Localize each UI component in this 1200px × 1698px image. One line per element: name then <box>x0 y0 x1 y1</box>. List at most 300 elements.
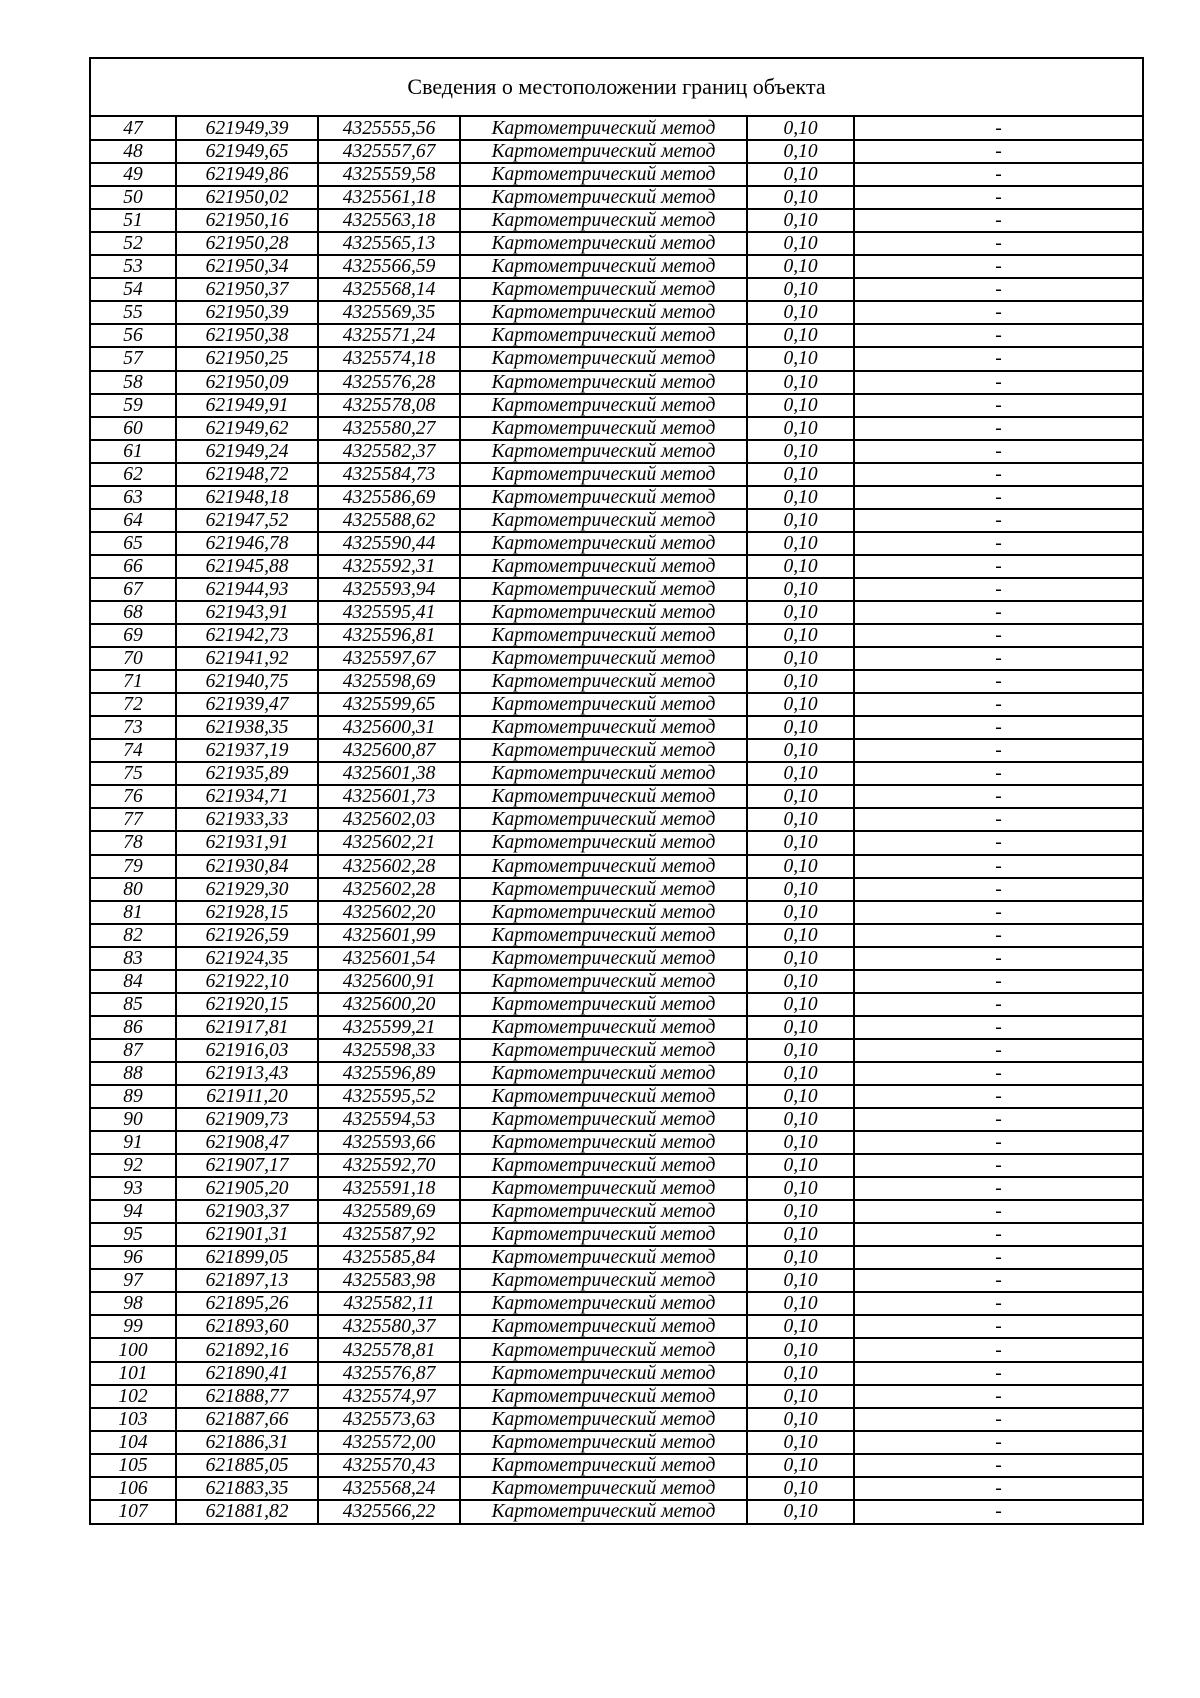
point-number-cell: 82 <box>91 924 176 947</box>
accuracy-cell: 0,10 <box>747 532 854 555</box>
accuracy-cell: 0,10 <box>747 1500 854 1523</box>
method-cell: Картометрический метод <box>460 993 747 1016</box>
description-cell: - <box>854 647 1142 670</box>
description-cell: - <box>854 1338 1142 1361</box>
y-coordinate-cell: 4325569,35 <box>318 301 460 324</box>
accuracy-cell: 0,10 <box>747 993 854 1016</box>
table-row <box>91 1223 1142 1246</box>
accuracy-cell: 0,10 <box>747 924 854 947</box>
table-row <box>91 347 1142 370</box>
description-cell: - <box>854 739 1142 762</box>
y-coordinate-cell: 4325593,94 <box>318 578 460 601</box>
point-number-cell: 78 <box>91 831 176 854</box>
method-cell: Картометрический метод <box>460 371 747 394</box>
point-number-cell: 95 <box>91 1223 176 1246</box>
accuracy-cell: 0,10 <box>747 808 854 831</box>
point-number-cell: 55 <box>91 301 176 324</box>
point-number-cell: 88 <box>91 1062 176 1085</box>
x-coordinate-cell: 621950,09 <box>176 371 318 394</box>
description-cell: - <box>854 1154 1142 1177</box>
x-coordinate-cell: 621887,66 <box>176 1408 318 1431</box>
table-row <box>91 324 1142 347</box>
x-coordinate-cell: 621913,43 <box>176 1062 318 1085</box>
method-cell: Картометрический метод <box>460 509 747 532</box>
y-coordinate-cell: 4325566,59 <box>318 255 460 278</box>
x-coordinate-cell: 621931,91 <box>176 831 318 854</box>
point-number-cell: 106 <box>91 1477 176 1500</box>
point-number-cell: 62 <box>91 463 176 486</box>
y-coordinate-cell: 4325572,00 <box>318 1431 460 1454</box>
y-coordinate-cell: 4325571,24 <box>318 324 460 347</box>
x-coordinate-cell: 621916,03 <box>176 1039 318 1062</box>
method-cell: Картометрический метод <box>460 785 747 808</box>
table-row <box>91 1016 1142 1039</box>
method-cell: Картометрический метод <box>460 901 747 924</box>
description-cell: - <box>854 371 1142 394</box>
table-row <box>91 1177 1142 1200</box>
table-row <box>91 509 1142 532</box>
description-cell: - <box>854 209 1142 232</box>
table-row <box>91 440 1142 463</box>
table-row <box>91 1154 1142 1177</box>
x-coordinate-cell: 621881,82 <box>176 1500 318 1523</box>
coordinates-table-body <box>91 117 1142 1523</box>
accuracy-cell: 0,10 <box>747 901 854 924</box>
y-coordinate-cell: 4325588,62 <box>318 509 460 532</box>
x-coordinate-cell: 621935,89 <box>176 762 318 785</box>
method-cell: Картометрический метод <box>460 624 747 647</box>
description-cell: - <box>854 417 1142 440</box>
method-cell: Картометрический метод <box>460 278 747 301</box>
point-number-cell: 68 <box>91 601 176 624</box>
method-cell: Картометрический метод <box>460 394 747 417</box>
description-cell: - <box>854 440 1142 463</box>
x-coordinate-cell: 621940,75 <box>176 670 318 693</box>
accuracy-cell: 0,10 <box>747 486 854 509</box>
accuracy-cell: 0,10 <box>747 1315 854 1338</box>
description-cell: - <box>854 1039 1142 1062</box>
accuracy-cell: 0,10 <box>747 509 854 532</box>
method-cell: Картометрический метод <box>460 1246 747 1269</box>
point-number-cell: 94 <box>91 1200 176 1223</box>
method-cell: Картометрический метод <box>460 186 747 209</box>
x-coordinate-cell: 621950,28 <box>176 232 318 255</box>
method-cell: Картометрический метод <box>460 808 747 831</box>
y-coordinate-cell: 4325592,70 <box>318 1154 460 1177</box>
accuracy-cell: 0,10 <box>747 716 854 739</box>
x-coordinate-cell: 621944,93 <box>176 578 318 601</box>
description-cell: - <box>854 1454 1142 1477</box>
method-cell: Картометрический метод <box>460 1085 747 1108</box>
x-coordinate-cell: 621905,20 <box>176 1177 318 1200</box>
accuracy-cell: 0,10 <box>747 601 854 624</box>
description-cell: - <box>854 624 1142 647</box>
method-cell: Картометрический метод <box>460 324 747 347</box>
point-number-cell: 48 <box>91 140 176 163</box>
table-row <box>91 1085 1142 1108</box>
x-coordinate-cell: 621950,02 <box>176 186 318 209</box>
description-cell: - <box>854 1315 1142 1338</box>
method-cell: Картометрический метод <box>460 301 747 324</box>
x-coordinate-cell: 621938,35 <box>176 716 318 739</box>
point-number-cell: 97 <box>91 1269 176 1292</box>
method-cell: Картометрический метод <box>460 1131 747 1154</box>
coordinates-table <box>91 117 1142 1523</box>
point-number-cell: 103 <box>91 1408 176 1431</box>
x-coordinate-cell: 621926,59 <box>176 924 318 947</box>
y-coordinate-cell: 4325600,91 <box>318 970 460 993</box>
x-coordinate-cell: 621883,35 <box>176 1477 318 1500</box>
description-cell: - <box>854 301 1142 324</box>
y-coordinate-cell: 4325594,53 <box>318 1108 460 1131</box>
description-cell: - <box>854 993 1142 1016</box>
description-cell: - <box>854 1477 1142 1500</box>
point-number-cell: 98 <box>91 1292 176 1315</box>
description-cell: - <box>854 347 1142 370</box>
x-coordinate-cell: 621948,18 <box>176 486 318 509</box>
point-number-cell: 74 <box>91 739 176 762</box>
point-number-cell: 84 <box>91 970 176 993</box>
description-cell: - <box>854 1177 1142 1200</box>
x-coordinate-cell: 621895,26 <box>176 1292 318 1315</box>
accuracy-cell: 0,10 <box>747 1454 854 1477</box>
description-cell: - <box>854 901 1142 924</box>
description-cell: - <box>854 117 1142 140</box>
method-cell: Картометрический метод <box>460 1431 747 1454</box>
table-row <box>91 1362 1142 1385</box>
accuracy-cell: 0,10 <box>747 693 854 716</box>
point-number-cell: 85 <box>91 993 176 1016</box>
point-number-cell: 52 <box>91 232 176 255</box>
method-cell: Картометрический метод <box>460 1338 747 1361</box>
table-row <box>91 578 1142 601</box>
y-coordinate-cell: 4325574,97 <box>318 1385 460 1408</box>
x-coordinate-cell: 621903,37 <box>176 1200 318 1223</box>
accuracy-cell: 0,10 <box>747 440 854 463</box>
table-row <box>91 371 1142 394</box>
table-row <box>91 1385 1142 1408</box>
point-number-cell: 89 <box>91 1085 176 1108</box>
x-coordinate-cell: 621950,38 <box>176 324 318 347</box>
x-coordinate-cell: 621949,65 <box>176 140 318 163</box>
y-coordinate-cell: 4325573,63 <box>318 1408 460 1431</box>
y-coordinate-cell: 4325563,18 <box>318 209 460 232</box>
description-cell: - <box>854 970 1142 993</box>
point-number-cell: 100 <box>91 1338 176 1361</box>
point-number-cell: 102 <box>91 1385 176 1408</box>
x-coordinate-cell: 621890,41 <box>176 1362 318 1385</box>
accuracy-cell: 0,10 <box>747 831 854 854</box>
accuracy-cell: 0,10 <box>747 1292 854 1315</box>
table-row <box>91 301 1142 324</box>
accuracy-cell: 0,10 <box>747 878 854 901</box>
table-row <box>91 255 1142 278</box>
method-cell: Картометрический метод <box>460 232 747 255</box>
description-cell: - <box>854 601 1142 624</box>
method-cell: Картометрический метод <box>460 739 747 762</box>
accuracy-cell: 0,10 <box>747 163 854 186</box>
y-coordinate-cell: 4325599,21 <box>318 1016 460 1039</box>
accuracy-cell: 0,10 <box>747 1431 854 1454</box>
y-coordinate-cell: 4325583,98 <box>318 1269 460 1292</box>
x-coordinate-cell: 621892,16 <box>176 1338 318 1361</box>
x-coordinate-cell: 621888,77 <box>176 1385 318 1408</box>
point-number-cell: 73 <box>91 716 176 739</box>
point-number-cell: 58 <box>91 371 176 394</box>
table-row <box>91 140 1142 163</box>
y-coordinate-cell: 4325566,22 <box>318 1500 460 1523</box>
method-cell: Картометрический метод <box>460 1016 747 1039</box>
description-cell: - <box>854 693 1142 716</box>
y-coordinate-cell: 4325570,43 <box>318 1454 460 1477</box>
point-number-cell: 77 <box>91 808 176 831</box>
accuracy-cell: 0,10 <box>747 1246 854 1269</box>
x-coordinate-cell: 621950,16 <box>176 209 318 232</box>
accuracy-cell: 0,10 <box>747 209 854 232</box>
description-cell: - <box>854 578 1142 601</box>
accuracy-cell: 0,10 <box>747 463 854 486</box>
description-cell: - <box>854 163 1142 186</box>
method-cell: Картометрический метод <box>460 1039 747 1062</box>
method-cell: Картометрический метод <box>460 762 747 785</box>
point-number-cell: 54 <box>91 278 176 301</box>
description-cell: - <box>854 1431 1142 1454</box>
method-cell: Картометрический метод <box>460 1362 747 1385</box>
x-coordinate-cell: 621893,60 <box>176 1315 318 1338</box>
point-number-cell: 83 <box>91 947 176 970</box>
method-cell: Картометрический метод <box>460 255 747 278</box>
point-number-cell: 65 <box>91 532 176 555</box>
point-number-cell: 71 <box>91 670 176 693</box>
point-number-cell: 107 <box>91 1500 176 1523</box>
accuracy-cell: 0,10 <box>747 394 854 417</box>
y-coordinate-cell: 4325590,44 <box>318 532 460 555</box>
table-row <box>91 1062 1142 1085</box>
y-coordinate-cell: 4325600,87 <box>318 739 460 762</box>
x-coordinate-cell: 621907,17 <box>176 1154 318 1177</box>
table-row <box>91 1039 1142 1062</box>
x-coordinate-cell: 621949,91 <box>176 394 318 417</box>
method-cell: Картометрический метод <box>460 1408 747 1431</box>
accuracy-cell: 0,10 <box>747 970 854 993</box>
method-cell: Картометрический метод <box>460 1385 747 1408</box>
description-cell: - <box>854 1246 1142 1269</box>
method-cell: Картометрический метод <box>460 1223 747 1246</box>
point-number-cell: 51 <box>91 209 176 232</box>
table-row <box>91 394 1142 417</box>
accuracy-cell: 0,10 <box>747 555 854 578</box>
point-number-cell: 67 <box>91 578 176 601</box>
y-coordinate-cell: 4325602,03 <box>318 808 460 831</box>
table-row <box>91 1269 1142 1292</box>
method-cell: Картометрический метод <box>460 670 747 693</box>
description-cell: - <box>854 278 1142 301</box>
table-row <box>91 1408 1142 1431</box>
table-row <box>91 1131 1142 1154</box>
table-row <box>91 117 1142 140</box>
description-cell: - <box>854 808 1142 831</box>
table-row <box>91 693 1142 716</box>
method-cell: Картометрический метод <box>460 1477 747 1500</box>
description-cell: - <box>854 1200 1142 1223</box>
x-coordinate-cell: 621930,84 <box>176 855 318 878</box>
accuracy-cell: 0,10 <box>747 947 854 970</box>
y-coordinate-cell: 4325598,33 <box>318 1039 460 1062</box>
table-row <box>91 670 1142 693</box>
table-row <box>91 232 1142 255</box>
description-cell: - <box>854 1269 1142 1292</box>
method-cell: Картометрический метод <box>460 417 747 440</box>
x-coordinate-cell: 621950,34 <box>176 255 318 278</box>
accuracy-cell: 0,10 <box>747 578 854 601</box>
y-coordinate-cell: 4325596,81 <box>318 624 460 647</box>
accuracy-cell: 0,10 <box>747 186 854 209</box>
y-coordinate-cell: 4325561,18 <box>318 186 460 209</box>
accuracy-cell: 0,10 <box>747 1039 854 1062</box>
accuracy-cell: 0,10 <box>747 1177 854 1200</box>
accuracy-cell: 0,10 <box>747 232 854 255</box>
point-number-cell: 70 <box>91 647 176 670</box>
accuracy-cell: 0,10 <box>747 1062 854 1085</box>
description-cell: - <box>854 785 1142 808</box>
method-cell: Картометрический метод <box>460 463 747 486</box>
description-cell: - <box>854 831 1142 854</box>
table-row <box>91 486 1142 509</box>
y-coordinate-cell: 4325580,37 <box>318 1315 460 1338</box>
point-number-cell: 53 <box>91 255 176 278</box>
point-number-cell: 91 <box>91 1131 176 1154</box>
accuracy-cell: 0,10 <box>747 140 854 163</box>
table-row <box>91 532 1142 555</box>
y-coordinate-cell: 4325602,21 <box>318 831 460 854</box>
point-number-cell: 63 <box>91 486 176 509</box>
point-number-cell: 64 <box>91 509 176 532</box>
table-row <box>91 831 1142 854</box>
method-cell: Картометрический метод <box>460 347 747 370</box>
point-number-cell: 56 <box>91 324 176 347</box>
description-cell: - <box>854 947 1142 970</box>
y-coordinate-cell: 4325599,65 <box>318 693 460 716</box>
method-cell: Картометрический метод <box>460 1315 747 1338</box>
description-cell: - <box>854 1016 1142 1039</box>
method-cell: Картометрический метод <box>460 1269 747 1292</box>
y-coordinate-cell: 4325565,13 <box>318 232 460 255</box>
y-coordinate-cell: 4325598,69 <box>318 670 460 693</box>
y-coordinate-cell: 4325568,24 <box>318 1477 460 1500</box>
x-coordinate-cell: 621909,73 <box>176 1108 318 1131</box>
description-cell: - <box>854 1085 1142 1108</box>
point-number-cell: 87 <box>91 1039 176 1062</box>
y-coordinate-cell: 4325596,89 <box>318 1062 460 1085</box>
table-row <box>91 739 1142 762</box>
x-coordinate-cell: 621924,35 <box>176 947 318 970</box>
table-row <box>91 624 1142 647</box>
description-cell: - <box>854 555 1142 578</box>
method-cell: Картометрический метод <box>460 440 747 463</box>
y-coordinate-cell: 4325582,37 <box>318 440 460 463</box>
point-number-cell: 60 <box>91 417 176 440</box>
description-cell: - <box>854 670 1142 693</box>
accuracy-cell: 0,10 <box>747 1477 854 1500</box>
description-cell: - <box>854 924 1142 947</box>
point-number-cell: 75 <box>91 762 176 785</box>
description-cell: - <box>854 255 1142 278</box>
description-cell: - <box>854 186 1142 209</box>
table-row <box>91 463 1142 486</box>
accuracy-cell: 0,10 <box>747 670 854 693</box>
y-coordinate-cell: 4325585,84 <box>318 1246 460 1269</box>
method-cell: Картометрический метод <box>460 1108 747 1131</box>
description-cell: - <box>854 140 1142 163</box>
method-cell: Картометрический метод <box>460 486 747 509</box>
x-coordinate-cell: 621945,88 <box>176 555 318 578</box>
description-cell: - <box>854 232 1142 255</box>
method-cell: Картометрический метод <box>460 1177 747 1200</box>
table-row <box>91 601 1142 624</box>
y-coordinate-cell: 4325586,69 <box>318 486 460 509</box>
description-cell: - <box>854 762 1142 785</box>
y-coordinate-cell: 4325592,31 <box>318 555 460 578</box>
point-number-cell: 59 <box>91 394 176 417</box>
boundary-coordinates-sheet <box>89 57 1144 1525</box>
table-row <box>91 993 1142 1016</box>
point-number-cell: 80 <box>91 878 176 901</box>
method-cell: Картометрический метод <box>460 924 747 947</box>
method-cell: Картометрический метод <box>460 1500 747 1523</box>
point-number-cell: 99 <box>91 1315 176 1338</box>
method-cell: Картометрический метод <box>460 1154 747 1177</box>
table-row <box>91 1338 1142 1361</box>
table-row <box>91 555 1142 578</box>
table-row <box>91 1500 1142 1523</box>
y-coordinate-cell: 4325589,69 <box>318 1200 460 1223</box>
table-row <box>91 417 1142 440</box>
x-coordinate-cell: 621901,31 <box>176 1223 318 1246</box>
x-coordinate-cell: 621942,73 <box>176 624 318 647</box>
table-row <box>91 209 1142 232</box>
point-number-cell: 76 <box>91 785 176 808</box>
y-coordinate-cell: 4325601,99 <box>318 924 460 947</box>
description-cell: - <box>854 463 1142 486</box>
point-number-cell: 61 <box>91 440 176 463</box>
description-cell: - <box>854 1292 1142 1315</box>
y-coordinate-cell: 4325597,67 <box>318 647 460 670</box>
y-coordinate-cell: 4325576,87 <box>318 1362 460 1385</box>
y-coordinate-cell: 4325600,31 <box>318 716 460 739</box>
y-coordinate-cell: 4325576,28 <box>318 371 460 394</box>
x-coordinate-cell: 621949,24 <box>176 440 318 463</box>
accuracy-cell: 0,10 <box>747 255 854 278</box>
accuracy-cell: 0,10 <box>747 1408 854 1431</box>
accuracy-cell: 0,10 <box>747 1338 854 1361</box>
table-row <box>91 1477 1142 1500</box>
x-coordinate-cell: 621950,25 <box>176 347 318 370</box>
table-row <box>91 278 1142 301</box>
table-row <box>91 901 1142 924</box>
y-coordinate-cell: 4325578,81 <box>318 1338 460 1361</box>
method-cell: Картометрический метод <box>460 693 747 716</box>
x-coordinate-cell: 621899,05 <box>176 1246 318 1269</box>
table-row <box>91 186 1142 209</box>
description-cell: - <box>854 394 1142 417</box>
method-cell: Картометрический метод <box>460 209 747 232</box>
description-cell: - <box>854 486 1142 509</box>
point-number-cell: 101 <box>91 1362 176 1385</box>
y-coordinate-cell: 4325601,73 <box>318 785 460 808</box>
description-cell: - <box>854 1062 1142 1085</box>
point-number-cell: 96 <box>91 1246 176 1269</box>
accuracy-cell: 0,10 <box>747 1223 854 1246</box>
